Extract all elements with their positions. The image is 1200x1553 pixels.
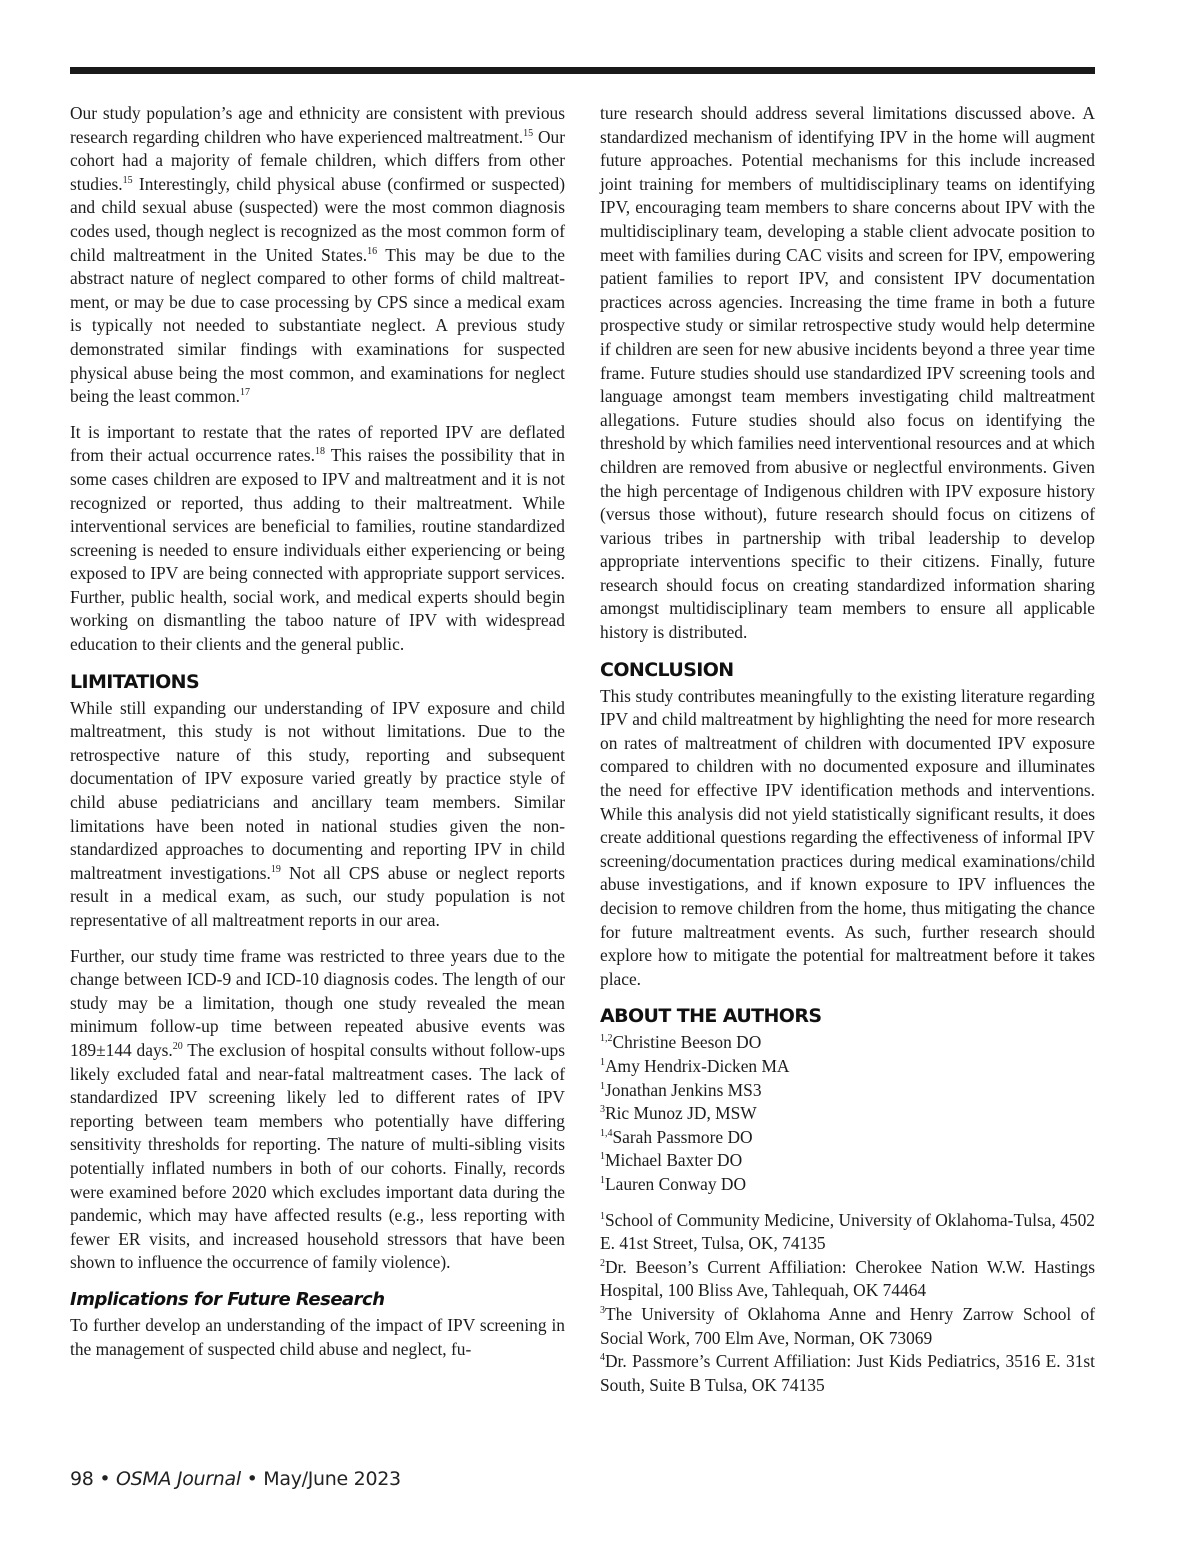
conclusion-heading: CONCLUSION	[600, 658, 734, 681]
author-list	[600, 1031, 1095, 1196]
affiliation-list	[600, 1209, 1095, 1398]
paragraph-implications: To further develop an understanding of the impact of IPV screening in the management of suspected child abuse and neglect, fu-	[70, 1314, 565, 1359]
affiliation-item: $^4$Dr. Passmore’s Current Affiliation: Just Kids Pediatrics, 3516 E. 31st South, Suite B Tulsa, OK 74135	[600, 1351, 1095, 1395]
paragraph-ipv-rates: It is important to restate that the rates of reported IPV are deflated from their actual occurrence rates.$^{18}$ This raises the possibility that in some cases children are exposed to IPV and maltreatment and it is not recognized or reported, thus adding to their maltreatment. While interventional services are beneficial to families, routine standardized screening is needed to ensure individuals either experiencing or being exposed to IPV are being connected with appropriate support services. Further, public health, social work, and medical experts should begin working on dismantling the taboo nature of IPV with widespread education to their clients and the general public.	[70, 421, 565, 655]
top-rule	[70, 67, 1095, 74]
paragraph-future-research: ture research should address several limitations discussed above. A standardized mechanism of identifying IPV in the home will augment future approaches. Potential mechanisms for this include increased joint training for members of multidisciplinary teams on identifying IPV, encouraging team members to share concerns about IPV with the multidisciplinary team, developing a stable client advocate position to meet with families during CAC visits and screen for IPV, empowering patient families to report IPV, and consistent IPV documentation practices across agencies. Increasing the time frame in both a future prospective study or similar retrospective study would help determine if children are seen for new abusive incidents beyond a three year time frame. Future studies should use standardized IPV screening tools and language amongst team members investigating child maltreatment allegations. Future studies should also focus on identifying the threshold by which families need interventional resources and at which children are removed from abusive or neglectful environments. Given the high percentage of Indigenous children with IPV exposure history (versus those without), future research should focus on citizens of various tribes in partnership with tribal leadership to develop appropriate interventions specific to their citizens. Finally, future research should focus on creating standardized information sharing amongst multidisciplinary team members to ensure all applicable history is distributed.	[600, 103, 1095, 643]
limitations-heading: LIMITATIONS	[70, 670, 200, 693]
author-item: $^1$Amy Hendrix-Dicken MA	[600, 1055, 790, 1076]
paragraph-limitations: While still expanding our understanding of IPV exposure and child maltreatment, this study is not without limitations. Due to the retrospective nature of this study, reporting and subsequent documentation of IPV exposure varied greatly by practice style of child abuse pediatricians and ancillary team members. Similar limitations have been noted in national studies given the non-standardized approaches to documenting and reporting IPV in child maltreatment investigations.$^{19}$ Not all CPS abuse or neglect reports result in a medical exam, as such, our study population is not representative of all maltreatment reports in our area.	[70, 697, 566, 930]
footer-separator: •	[240, 1468, 264, 1490]
footer-separator: •	[93, 1468, 116, 1490]
left-column	[70, 102, 565, 1361]
author-item: $^{1,2}$Christine Beeson DO	[600, 1032, 762, 1053]
author-item: $^1$Jonathan Jenkins MS3	[600, 1079, 762, 1100]
implications-heading: Implications for Future Research	[70, 1288, 385, 1310]
right-column	[600, 102, 1095, 1397]
issue-date: May/June 2023	[263, 1468, 401, 1490]
author-item: $^{1,4}$Sarah Passmore DO	[600, 1126, 753, 1147]
affiliation-item: $^1$School of Community Medicine, University of Oklahoma-Tulsa, 4502 E. 41st Street, Tulsa, OK, 74135	[600, 1209, 1095, 1254]
paragraph-conclusion: This study contributes meaningfully to the existing literature regarding IPV and child maltreatment by highlighting the need for more research on rates of maltreatment of children with documented IPV exposure compared to children with no documented exposure and illuminates the need for effective IPV identification methods and interventions. While this analysis did not yield statistically significant results, it does create additional questions regarding the effectiveness of informal IPV screening/documentation practices during medical examinations/child abuse investigations, and if known exposure to IPV influences the decision to remove children from the home, thus mitigating the chance for future maltreatment events. As such, further research should explore how to mitigate the potential for maltreatment before it takes place.	[600, 685, 1095, 989]
paragraph-time-frame: Further, our study time frame was restricted to three years due to the change between ICD-9 and ICD-10 diagnosis codes. The length of our study may be a limitation, though one study revealed the mean minimum follow-up time between repeated abusive events was 189±144 days.$^{20}$ The exclusion of hospital consults without follow-ups likely excluded fatal and near-fatal maltreatment cases. The lack of standardized IPV screening likely led to different rates of IPV reporting between team members who potentially have differing sensitivity thresholds for reporting. The nature of multi-sibling visits potentially inflated numbers in both of our cohorts. Finally, records were examined before 2020 which excludes important data during the pandemic, which may have affected results (e.g., less reporting with fewer ER visits, and increased household stressors that have been shown to influence the occurrence of family violence).	[70, 945, 566, 1273]
affiliation-item: $^2$Dr. Beeson’s Current Affiliation: Cherokee Nation W.W. Hastings Hospital, 100 Bliss Ave, Tahlequah, OK 74464	[600, 1256, 1095, 1301]
page-footer	[70, 1468, 401, 1490]
paragraph-ethnicity: Our study population’s age and ethnicity are consistent with previous research regarding children who have experienced maltreatment.$^{15}$ Our cohort had a majority of female children, which differs from other studies.$^{15}$ Interestingly, child physical abuse (confirmed or suspected) and child sexual abuse (suspected) were the most common diagnosis codes used, though neglect is recognized as the most common form of child maltreatment in the United States.$^{16}$ This may be due to the abstract nature of neglect compared to other forms of child maltreatment, or may be due to case processing by CPS since a medical exam is typically not needed to substantiate neglect. A previous study demonstrated similar findings with examinations for suspected physical abuse being the most common, and examinations for neglect being the least common.$^{17}$	[70, 103, 565, 407]
author-item: $^3$Ric Munoz JD, MSW	[600, 1103, 757, 1124]
author-item: $^1$Lauren Conway DO	[600, 1173, 747, 1194]
page-number: 98	[70, 1468, 94, 1490]
about-authors-heading: ABOUT THE AUTHORS	[600, 1005, 822, 1028]
journal-name: OSMA Journal	[115, 1468, 241, 1490]
author-item: $^1$Michael Baxter DO	[600, 1150, 743, 1171]
affiliation-item: $^3$The University of Oklahoma Anne and Henry Zarrow School of Social Work, 700 Elm Ave, Norman, OK 73069	[600, 1303, 1095, 1348]
